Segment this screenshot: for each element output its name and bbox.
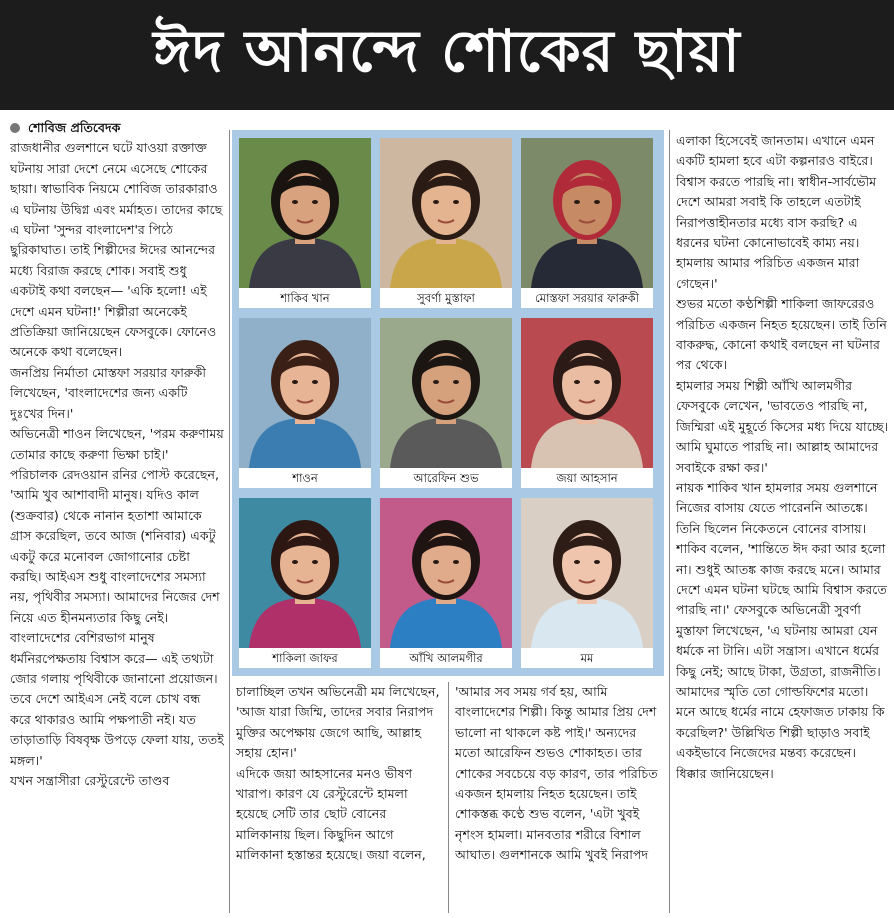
photo-card	[380, 138, 512, 308]
paragraph: হামলার সময় শিল্পী আঁখি আলমগীর ফেসবুকে লেখেন, 'ভাবতেও পারছি না, জিম্মিরা এই মুহূর্তে কিসের মধ্য দিয়ে যাচ্ছে। আমি ঘুমাতে পারছি না। আল্লাহ আমাদের সবাইকে রক্ষা কর।'	[676, 377, 889, 475]
photo-caption: মোস্তফা সরয়ার ফারুকী	[535, 291, 639, 305]
column-divider	[229, 130, 230, 913]
photo-card	[239, 318, 371, 488]
paragraph: পরিচালক রেদওয়ান রনির পোস্ট করেছেন, 'আমি খুব আশাবাদী মানুষ। যদিও কাল (শুক্রবার) থেকে নানান হতাশা আমাকে গ্রাস করেছিল, তবে আজ (শনিবার) একটু একটু করে মনোবল জোগানোর চেষ্টা করছি। আইএস শুধু বাংলাদেশের সমস্যা নয়, পৃথিবীর সমস্যা। আমাদের নিজের দেশ নিয়ে এত হীনমন্যতার কিছু নেই। বাংলাদেশের বেশিরভাগ মানুষ ধর্মনিরপেক্ষতায় বিশ্বাস করে— এই তথ্যটা জোর গলায় পৃথিবীকে জানানো প্রয়োজন। তবে দেশে আইএস নেই বলে চোখ বন্ধ করে থাকারও আমি পক্ষপাতী নই। যত তাড়াতাড়ি বিষবৃক্ষ উপড়ে ফেলা যায়, ততই মঙ্গল।'	[10, 466, 224, 768]
column-divider	[669, 130, 670, 913]
column-divider	[448, 682, 449, 913]
photo-caption: আঁখি আলমগীর	[409, 651, 483, 665]
portrait-photo	[239, 318, 371, 468]
paragraph: শুভর মতো কণ্ঠশিল্পী শাকিলা জাফরেরও পরিচিত একজন নিহত হয়েছেন। তাই তিনি বাকরুদ্ধ, কোনো কথাই বলছেন না ঘটনার পর থেকে।	[676, 296, 887, 373]
paragraph: নায়ক শাকিব খান হামলার সময় গুলশানে নিজের বাসায় যেতে পারেননি আতঙ্কে। তিনি ছিলেন নিকেতনে বোনের বাসায়। শাকিব বলেন, 'শান্তিতে ঈদ করা আর হলো না। শুধুই আতঙ্ক কাজ করছে মনে। আমার দেশে এমন ঘটনা ঘটছে আমি বিশ্বাস করতে পারছি না।' ফেসবুকে অভিনেত্রী সুবর্ণা মুস্তাফা লিখেছেন, 'এ ঘটনায় আমরা যেন ধর্মকে না টানি। এটা সন্ত্রাস। এখানে ধর্মের কিছু নেই; আছে টাকা, উগ্রতা, রাজনীতি। আমাদের স্মৃতি তো গোল্ডফিশের মতো। মনে আছে ধর্মের নামে হেফাজত ঢাকায় কি করেছিল?' উল্লিখিত শিল্পী ছাড়াও সবাই একইভাবে নিজেদের মন্তব্য করেছেন। ধিক্কার জানিয়েছেন।	[676, 479, 887, 781]
photo-card	[380, 318, 512, 488]
article-column-1	[10, 118, 224, 913]
paragraph: চালাচ্ছিল তখন অভিনেত্রী মম লিখেছেন, 'আজ যারা জিম্মি, তাদের সবার নিরাপদ মুক্তির অপেক্ষায় জেগে আছি, আল্লাহ সহায় হোন।'	[236, 684, 440, 761]
portrait-photo	[239, 498, 371, 648]
photo-caption: শাওন	[292, 471, 318, 485]
photo-card	[239, 498, 371, 668]
portrait-photo	[380, 318, 512, 468]
photo-caption: আরেফিন শুভ	[413, 471, 479, 485]
article-column-2	[236, 682, 442, 913]
paragraph: এলাকা হিসেবেই জানতাম। এখানে এমন একটি হামলা হবে এটা কল্পনারও বাইরে। বিশ্বাস করতে পারছি না। স্বাধীন-সার্বভৌম দেশে আমরা সবাই কি তাহলে এতটাই নিরাপত্তাহীনতার মধ্যে বাস করছি? এ ধরনের ঘটনা কোনোভাবেই কাম্য নয়। হামলায় আমার পরিচিত একজন মারা গেছেন।'	[676, 133, 877, 291]
paragraph: যখন সন্ত্রাসীরা রেস্টুরেন্টে তাণ্ডব	[10, 773, 170, 788]
photo-card	[380, 498, 512, 668]
photo-caption: জয়া আহসান	[556, 471, 618, 485]
byline	[10, 118, 224, 138]
portrait-photo	[521, 138, 653, 288]
portrait-photo	[521, 498, 653, 648]
portrait-photo	[380, 498, 512, 648]
portrait-photo	[239, 138, 371, 288]
paragraph: রাজধানীর গুলশানে ঘটে যাওয়া রক্তাক্ত ঘটনায় সারা দেশে নেমে এসেছে শোকের ছায়া। স্বাভাবিক নিয়মে শোবিজ তারকারাও এ ঘটনায় উদ্বিগ্ন এবং মর্মাহত। তাদের কাছে এ ঘটনা 'সুন্দর বাংলাদেশ'র পিঠে ছুরিকাঘাত। তাই শিল্পীদের ঈদের আনন্দের মধ্যে বিরাজ করছে শোক। সবাই শুধু একটাই কথা বলছেন— 'একি হলো! এই দেশে এমন ঘটনা!' শিল্পীরা অনেকেই প্রতিক্রিয়া জানিয়েছেন ফেসবুকে। ফোনেও অনেকে কথা বলেছেন।	[10, 140, 223, 360]
paragraph: 'আমার সব সময় গর্ব হয়, আমি বাংলাদেশের শিল্পী। কিন্তু আমার প্রিয় দেশ ভালো না থাকলে কষ্ট পাই।' অন্যদের মতো আরেফিন শুভও শোকাহত। তার শোকের সবচেয়ে বড় কারণ, তার পরিচিত একজন হামলায় নিহত হয়েছেন। তাই শোকস্তব্ধ কণ্ঠে শুভ বলেন, 'এটা খুবই নৃশংস হামলা। মানবতার শরীরে বিশাল আঘাত। গুলশানকে আমি খুবই নিরাপদ	[455, 684, 658, 863]
photo-card	[521, 498, 653, 668]
bullet-icon	[10, 123, 20, 133]
portrait-photo	[521, 318, 653, 468]
headline-banner	[0, 0, 894, 110]
paragraph: অভিনেত্রী শাওন লিখেছেন, 'পরম করুণাময় তোমার কাছে করুণা ভিক্ষা চাই।'	[10, 426, 224, 462]
photo-card	[521, 318, 653, 488]
article-column-4	[676, 131, 890, 913]
paragraph: এদিকে জয়া আহসানের মনও ভীষণ খারাপ। কারণ যে রেস্টুরেন্টে হামলা হয়েছে সেটি তার ছোট বোনের মালিকানায় ছিল। কিছুদিন আগে মালিকানা হস্তান্তর হয়েছে। জয়া বলেন,	[236, 765, 426, 863]
portrait-photo	[380, 138, 512, 288]
photo-card	[239, 138, 371, 308]
photo-caption: সুবর্ণা মুস্তাফা	[417, 291, 475, 305]
headline: ঈদ আনন্দে শোকের ছায়া	[153, 16, 741, 85]
article-column-3	[455, 682, 665, 913]
paragraph: জনপ্রিয় নির্মাতা মোস্তফা সরয়ার ফারুকী লিখেছেন, 'বাংলাদেশের জন্য একটি দুঃখের দিন।'	[10, 364, 206, 421]
photo-caption: শাকিলা জাফর	[272, 651, 338, 665]
photo-caption: শাকিব খান	[280, 291, 330, 305]
byline-text: শোবিজ প্রতিবেদক	[28, 120, 121, 135]
photo-caption: মম	[580, 651, 594, 665]
photo-gallery	[232, 130, 664, 676]
photo-card	[521, 138, 653, 308]
